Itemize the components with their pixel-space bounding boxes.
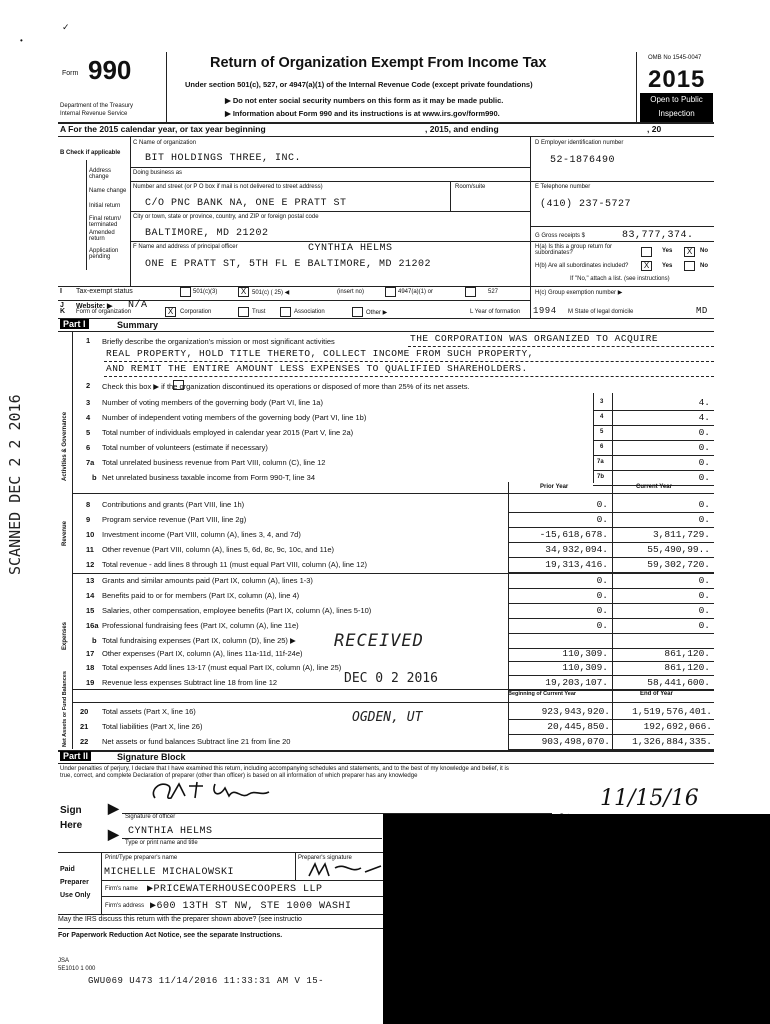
corporation-label: Corporation	[180, 309, 212, 315]
fin-row-current-value: 58,441,600.	[647, 677, 710, 688]
501c-label: 501(c) ( 25) ◀	[252, 290, 290, 296]
firm-name: ▶PRICEWATERHOUSECOOPERS LLP	[147, 884, 323, 895]
ha-no: No	[700, 248, 708, 254]
org-name: BIT HOLDINGS THREE, INC.	[145, 153, 302, 164]
net-row-number: 20	[80, 707, 89, 716]
side-net-assets: Net Assets or Fund Balances	[62, 671, 68, 747]
form-code: 5E1010 1 000	[58, 966, 96, 972]
fin-row-label: Total revenue - add lines 8 through 11 (must equal Part VIII, column (A), line 12)	[102, 560, 367, 569]
line-a-mid: , 2015, and ending	[425, 124, 499, 134]
gov-row-value: 0.	[698, 472, 710, 483]
net-row-eoy-value: 1,519,576,401.	[632, 706, 712, 717]
fin-row-current-value: 0.	[698, 590, 710, 601]
b-application-pending: Application pending	[89, 248, 119, 260]
e-label: E Telephone number	[535, 184, 591, 190]
mission-line-1: THE CORPORATION WAS ORGANIZED TO ACQUIRE	[410, 333, 659, 344]
fin-row-prior-value: 0.	[596, 590, 608, 601]
fin-row-number: 13	[86, 576, 95, 585]
officer-address: ONE E PRATT ST, 5TH FL E BALTIMORE, MD 21202	[145, 259, 432, 270]
open-to-public-badge: Open to Public Inspection	[640, 93, 713, 123]
sign-arrow-icon: ▶	[108, 800, 119, 816]
corporation-checkbox[interactable]: X	[165, 307, 176, 317]
hb-label: H(b) Are all subordinates included?	[535, 263, 629, 269]
gov-row-value: 4.	[698, 412, 710, 423]
net-row-label: Net assets or fund balances Subtract line 21 from line 20	[102, 737, 291, 746]
net-row-boy-value: 903,498,070.	[541, 736, 610, 747]
paperwork-notice: For Paperwork Reduction Act Notice, see the separate Instructions.	[58, 932, 283, 939]
tax-status-label: Tax-exempt status	[76, 288, 133, 295]
m-label: M State of legal domicile	[568, 309, 634, 315]
hb-no-checkbox[interactable]	[684, 261, 695, 271]
insert-no-label: (insert no)	[337, 289, 365, 295]
discontinued-checkbox[interactable]	[173, 380, 184, 390]
page-mark-dot: •	[20, 36, 23, 45]
501c-checkbox[interactable]: X	[238, 287, 249, 297]
preparer-sig-label: Preparer's signature	[298, 855, 352, 861]
fin-row-current-value: 3,811,729.	[652, 529, 710, 540]
gov-row-box-number: 4	[600, 414, 604, 420]
b-amended-return: Amended return	[89, 230, 115, 242]
net-row-number: 22	[80, 737, 89, 746]
line2-label: Check this box ▶ if the organization discontinued its operations or disposed of more than 25% of its net assets.	[102, 382, 470, 391]
website-value: N/A	[128, 300, 148, 311]
part2-title: Signature Block	[117, 752, 186, 762]
gov-row-box-number: 7b	[597, 474, 605, 480]
net-row-eoy-value: 1,326,884,335.	[632, 736, 712, 747]
ha-label: H(a) Is this a group return for subordinates?	[535, 244, 613, 256]
eoy-header: End of Year	[640, 691, 673, 697]
fin-row-prior-value: 0.	[596, 499, 608, 510]
fin-row-current-value: 55,490,99..	[647, 544, 710, 555]
here-label: Here	[60, 820, 83, 831]
form-of-org-label: Form of organization	[76, 309, 132, 315]
use-only-label: Use Only	[60, 892, 91, 899]
ha-yes: Yes	[662, 248, 673, 254]
4947-checkbox[interactable]	[385, 287, 396, 297]
gov-row-number: 6	[86, 443, 91, 452]
jsa-label: JSA	[58, 958, 70, 964]
g-label: G Gross receipts $	[535, 233, 586, 239]
prior-year-header: Prior Year	[540, 484, 569, 490]
b-address-change: Address change	[89, 168, 112, 180]
form-subtitle: Under section 501(c), 527, or 4947(a)(1) of the Internal Revenue Code (except private foundations)	[185, 80, 533, 89]
page-mark-tick: ✓	[62, 22, 70, 32]
redaction-block	[383, 814, 770, 1024]
fin-row-number: 15	[86, 606, 95, 615]
net-row-label: Total liabilities (Part X, line 26)	[102, 722, 203, 731]
fin-row-prior-value: 19,203,107.	[545, 677, 608, 688]
preparer-name: MICHELLE MICHALOWSKI	[104, 867, 235, 878]
net-row-boy-value: 20,445,850.	[547, 721, 610, 732]
4947-label: 4947(a)(1) or	[398, 289, 434, 295]
other-label: Other ▶	[366, 310, 388, 316]
j-label: J	[60, 302, 64, 309]
signature-date: 11/15/16	[600, 786, 699, 811]
city-label: City or town, state or province, country, and ZIP or foreign postal code	[133, 214, 319, 220]
omb-number: OMB No 1545-0047	[648, 55, 702, 61]
website-label: Website: ▶	[76, 303, 113, 310]
batch-stamp: GWU069 U473 11/14/2016 11:33:31 AM V 15-	[88, 976, 325, 986]
fin-row-prior-value: 0.	[596, 514, 608, 525]
ssn-warning: ▶ Do not enter social security numbers on this form as it may be made public.	[225, 96, 504, 105]
fin-row-number: 9	[86, 515, 91, 524]
gov-row-label: Total number of volunteers (estimate if necessary)	[102, 443, 268, 452]
gov-row-box-number: 6	[600, 444, 604, 450]
b-name-change: Name change	[89, 188, 127, 194]
b-initial-return: Initial return	[89, 203, 121, 209]
form-number: 990	[88, 55, 132, 85]
scanned-stamp: SCANNED DEC 2 2 2016	[6, 394, 24, 575]
fin-row-current-value: 0.	[698, 514, 710, 525]
gov-row-value: 0.	[698, 427, 710, 438]
fin-row-prior-value: 19,313,416.	[545, 559, 608, 570]
irs-label: Internal Revenue Service	[60, 111, 128, 117]
association-label: Association	[294, 309, 325, 315]
gov-row-value: 4.	[698, 397, 710, 408]
instructions-note: ▶ Information about Form 990 and its instructions is at www.irs.gov/form990.	[225, 109, 500, 118]
discuss-question: May the IRS discuss this return with the preparer shown above? (see instructio	[58, 916, 302, 923]
form-word: Form	[62, 70, 79, 77]
fin-row-number: 16a	[86, 621, 99, 630]
part1-title: Summary	[117, 320, 159, 330]
line1-label: Briefly describe the organization's mission or most significant activities	[102, 337, 335, 346]
hb-no: No	[700, 263, 708, 269]
ogden-stamp: OGDEN, UT	[352, 710, 423, 725]
line-a-label: A For the 2015 calendar year, or tax year beginning	[60, 124, 266, 134]
gov-row-number: 4	[86, 413, 91, 422]
officer-name: CYNTHIA HELMS	[308, 243, 393, 254]
hb-note: If "No," attach a list. (see instructions)	[570, 276, 670, 282]
gov-row-label: Total number of individuals employed in calendar year 2015 (Part V, line 2a)	[102, 428, 354, 437]
gov-row-label: Number of voting members of the governing body (Part VI, line 1a)	[102, 398, 323, 407]
hb-yes: Yes	[662, 263, 673, 269]
ha-no-checkbox[interactable]: X	[684, 247, 695, 257]
preparer-name-label: Print/Type preparer's name	[105, 855, 178, 861]
fin-row-number: b	[92, 636, 97, 645]
c-label: C Name of organization	[133, 140, 197, 146]
fin-row-label: Contributions and grants (Part VIII, line 1h)	[102, 500, 245, 509]
dba-label: Doing business as	[133, 170, 183, 176]
gov-row-label: Total unrelated business revenue from Part VIII, column (C), line 12	[102, 458, 326, 467]
fin-row-label: Salaries, other compensation, employee benefits (Part IX, column (A), lines 5-10)	[102, 606, 372, 615]
ein-value: 52-1876490	[550, 155, 616, 166]
part2-label: Part II	[60, 751, 91, 761]
form-title: Return of Organization Exempt From Income Tax	[210, 55, 547, 71]
501c3-checkbox[interactable]	[180, 287, 191, 297]
line-a-end: , 20	[647, 124, 662, 134]
fin-row-label: Total fundraising expenses (Part IX, column (D), line 25) ▶	[102, 636, 296, 645]
gov-row-number: b	[92, 473, 97, 482]
fin-row-label: Benefits paid to or for members (Part IX, column (A), line 4)	[102, 591, 300, 600]
type-name-label: Type or print name and title	[125, 840, 198, 846]
hb-yes-checkbox[interactable]: X	[641, 261, 652, 271]
firm-address-label: Firm's address	[105, 903, 145, 909]
paid-label: Paid	[60, 866, 75, 873]
preparer-signature	[305, 860, 385, 880]
line2-number: 2	[86, 381, 91, 390]
fin-row-current-value: 861,120.	[664, 662, 710, 673]
f-label: F Name and address of principal officer	[133, 244, 238, 250]
fin-row-label: Investment income (Part VIII, column (A), lines 3, 4, and 7d)	[102, 530, 301, 539]
gross-receipts: 83,777,374.	[622, 230, 694, 241]
city-state-zip: BALTIMORE, MD 21202	[145, 228, 269, 239]
527-label: 527	[488, 289, 499, 295]
fin-row-number: 14	[86, 591, 95, 600]
527-checkbox[interactable]	[465, 287, 476, 297]
fin-row-number: 12	[86, 560, 95, 569]
trust-label: Trust	[252, 309, 266, 315]
gov-row-box-number: 5	[600, 429, 604, 435]
gov-row-label: Net unrelated business taxable income from Form 990-T, line 34	[102, 473, 316, 482]
fin-row-label: Professional fundraising fees (Part IX, column (A), line 11e)	[102, 621, 299, 630]
tax-year: 2015	[648, 66, 706, 93]
part1-label: Part I	[60, 319, 89, 329]
l-label: L Year of formation	[470, 309, 521, 315]
fin-row-label: Revenue less expenses Subtract line 18 from line 12	[102, 678, 278, 687]
mission-line-3: AND REMIT THE ENTIRE AMOUNT LESS EXPENSES TO QUALIFIED SHAREHOLDERS.	[106, 363, 528, 374]
hc-label: H(c) Group exemption number ▶	[535, 290, 623, 296]
net-row-label: Total assets (Part X, line 16)	[102, 707, 196, 716]
fin-row-number: 18	[86, 663, 95, 672]
fin-row-current-value: 0.	[698, 620, 710, 631]
fin-row-number: 19	[86, 678, 95, 687]
officer-signature	[145, 776, 285, 812]
room-label: Room/suite	[455, 184, 486, 190]
fin-row-current-value: 0.	[698, 605, 710, 616]
gov-row-number: 3	[86, 398, 91, 407]
net-row-number: 21	[80, 722, 89, 731]
other-checkbox[interactable]	[352, 307, 363, 317]
officer-print-name: CYNTHIA HELMS	[128, 826, 213, 837]
gov-row-box-number: 7a	[597, 459, 604, 465]
firm-name-label: Firm's name	[105, 886, 138, 892]
fin-row-current-value: 59,302,720.	[647, 559, 710, 570]
side-expenses: Expenses	[62, 621, 68, 650]
state-domicile: MD	[696, 306, 708, 316]
sig-officer-label: Signature of officer	[125, 814, 176, 820]
firm-address: ▶600 13TH ST NW, STE 1000 WASHI	[150, 901, 352, 912]
net-row-eoy-value: 192,692,066.	[643, 721, 712, 732]
ha-yes-checkbox[interactable]	[641, 247, 652, 257]
received-stamp: RECEIVED	[334, 631, 424, 651]
gov-row-number: 7a	[86, 458, 95, 467]
side-activities-governance: Activities & Governance	[62, 411, 68, 481]
fin-row-number: 8	[86, 500, 91, 509]
fin-row-label: Other revenue (Part VIII, column (A), lines 5, 6d, 8c, 9c, 10c, and 11e)	[102, 545, 335, 554]
net-row-boy-value: 923,943,920.	[541, 706, 610, 717]
department-label: Department of the Treasury	[60, 103, 134, 109]
line1-number: 1	[86, 336, 91, 345]
fin-row-label: Grants and similar amounts paid (Part IX, column (A), lines 1-3)	[102, 576, 313, 585]
fin-row-number: 17	[86, 649, 95, 658]
penalty-line-1: Under penalties of perjury, I declare that I have examined this return, including accompanying schedules and statements, and to the best of my knowledge and belief, it is	[60, 766, 509, 772]
fin-row-current-value: 861,120.	[664, 648, 710, 659]
k-label: K	[60, 308, 66, 315]
gov-row-number: 5	[86, 428, 91, 437]
gov-row-value: 0.	[698, 442, 710, 453]
phone-value: (410) 237-5727	[540, 199, 632, 210]
fin-row-label: Total expenses Add lines 13-17 (must equal Part IX, column (A), line 25)	[102, 663, 342, 672]
boy-header: Beginning of Current Year	[508, 691, 577, 697]
received-date-stamp: DEC 0 2 2016	[344, 671, 438, 686]
b-final-return: Final return/ terminated	[89, 216, 122, 228]
fin-row-prior-value: 0.	[596, 605, 608, 616]
penalty-line-2: true, correct, and complete Declaration of preparer (other than officer) is based on all information of which preparer has any knowledge	[60, 773, 418, 779]
i-label: I	[60, 288, 62, 295]
sign-label: Sign	[60, 805, 82, 816]
fin-row-prior-value: 110,309.	[562, 648, 608, 659]
b-label: B Check if applicable	[60, 150, 121, 156]
mission-line-2: REAL PROPERTY, HOLD TITLE THERETO, COLLECT INCOME FROM SUCH PROPERTY,	[106, 348, 534, 359]
gov-row-box-number: 3	[600, 399, 604, 405]
fin-row-prior-value: -15,618,678.	[539, 529, 608, 540]
fin-row-prior-value: 0.	[596, 620, 608, 631]
fin-row-label: Program service revenue (Part VIII, line 2g)	[102, 515, 247, 524]
fin-row-current-value: 0.	[698, 575, 710, 586]
preparer-label: Preparer	[60, 879, 89, 886]
sign-arrow-icon-2: ▶	[108, 826, 119, 842]
gov-row-value: 0.	[698, 457, 710, 468]
fin-row-prior-value: 110,309.	[562, 662, 608, 673]
d-label: D Employer identification number	[535, 140, 624, 146]
fin-row-prior-value: 0.	[596, 575, 608, 586]
gov-row-label: Number of independent voting members of the governing body (Part VI, line 1b)	[102, 413, 367, 422]
fin-row-current-value: 0.	[698, 499, 710, 510]
street-label: Number and street (or P O box if mail is not delivered to street address)	[133, 184, 323, 190]
street-address: C/O PNC BANK NA, ONE E PRATT ST	[145, 198, 347, 209]
year-formed: 1994	[533, 306, 557, 316]
fin-row-number: 10	[86, 530, 95, 539]
fin-row-label: Other expenses (Part IX, column (A), lines 11a-11d, 11f-24e)	[102, 649, 303, 658]
association-checkbox[interactable]	[280, 307, 291, 317]
501c3-label: 501(c)(3)	[193, 289, 218, 295]
fin-row-number: 11	[86, 545, 94, 554]
trust-checkbox[interactable]	[238, 307, 249, 317]
current-year-header: Current Year	[636, 484, 672, 490]
side-revenue: Revenue	[62, 520, 68, 546]
fin-row-prior-value: 34,932,094.	[545, 544, 608, 555]
